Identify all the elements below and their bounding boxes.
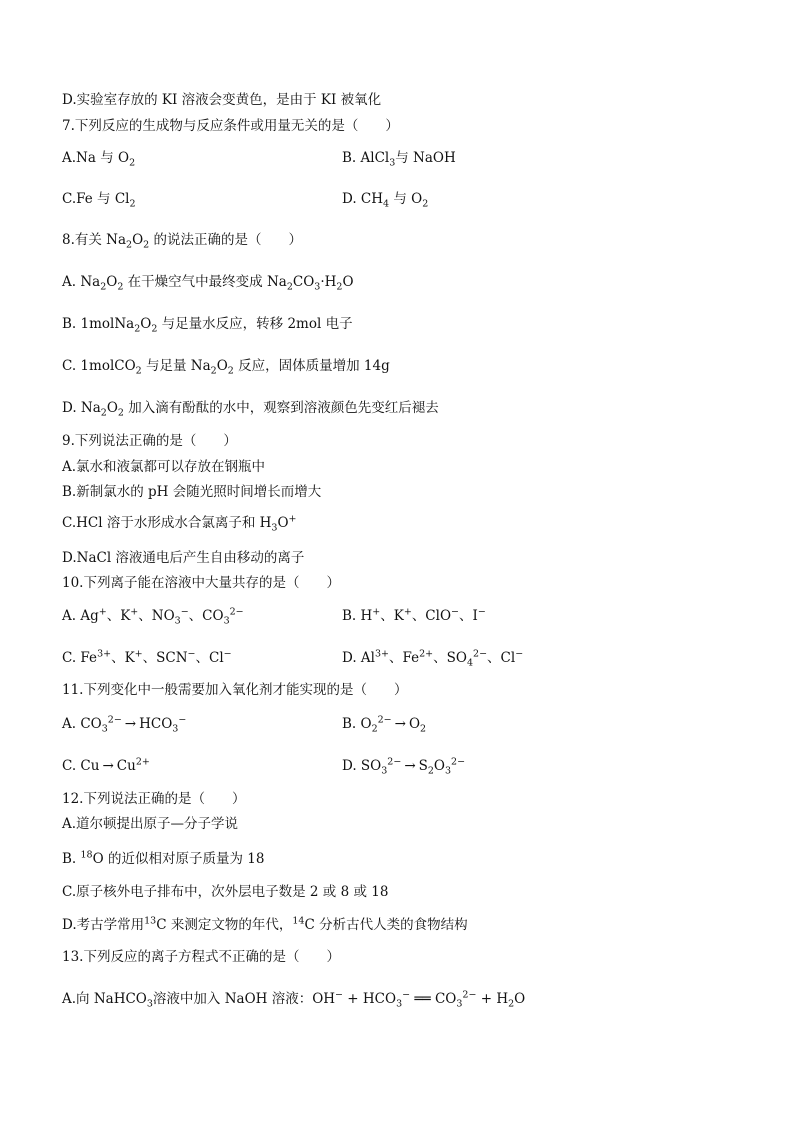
text-run: O xyxy=(433,758,445,774)
subscript: 2 xyxy=(117,281,124,293)
superscript: 2− xyxy=(462,989,477,1001)
text-run: 、Cl xyxy=(487,650,516,666)
text-run: A. CO xyxy=(62,716,102,732)
subscript: 2 xyxy=(117,407,124,419)
text-run: C 来测定文物的年代， xyxy=(156,917,293,933)
q8-option-c xyxy=(62,357,390,375)
superscript: + xyxy=(134,648,143,660)
text-run: D.考古学常用 xyxy=(62,917,145,933)
text-run: C.Fe 与 Cl xyxy=(62,191,130,207)
text-run: S xyxy=(418,758,428,774)
superscript: 14 xyxy=(292,915,305,927)
text-run: 的说法正确的是（ ） xyxy=(149,232,303,248)
superscript: + xyxy=(130,606,139,618)
text-run: D. Na xyxy=(62,400,101,416)
text-run: 、Cl xyxy=(195,650,224,666)
subscript: 3 xyxy=(223,615,230,627)
text-run: ·H xyxy=(320,274,337,290)
text-run: D.实验室存放的 KI 溶液会变黄色，是由于 KI 被氧化 xyxy=(62,92,382,108)
q6-option-d xyxy=(62,91,381,109)
text-run: B.新制氯水的 pH 会随光照时间增长而增大 xyxy=(62,484,322,500)
text-run: 溶液中加入 NaOH 溶液：OH xyxy=(152,991,336,1007)
superscript: + xyxy=(403,606,412,618)
text-run: → xyxy=(124,716,137,732)
q10-option-c xyxy=(62,649,232,667)
text-run: O xyxy=(514,991,526,1007)
subscript: 2 xyxy=(210,365,217,377)
superscript: 18 xyxy=(80,849,93,861)
q12-option-a xyxy=(62,815,238,833)
text-run: 、K xyxy=(106,608,131,624)
superscript: 2− xyxy=(377,714,392,726)
q7-option-c xyxy=(62,190,136,208)
text-run: C. Cu xyxy=(62,758,100,774)
subscript: 2 xyxy=(371,723,378,735)
text-run: → xyxy=(404,758,416,774)
q12-stem xyxy=(62,790,245,808)
text-run: 7.下列反应的生成物与反应条件或用量无关的是（ ） xyxy=(62,118,399,134)
text-run: 加入滴有酚酞的水中，观察到溶液颜色先变红后褪去 xyxy=(123,400,439,416)
q11-option-a xyxy=(62,715,186,733)
text-run: C. Fe xyxy=(62,650,98,666)
text-run: ══ xyxy=(410,991,435,1007)
text-run: 与 O xyxy=(389,191,423,207)
text-run: O 的近似相对原子质量为 18 xyxy=(92,851,265,867)
text-run: D.NaCl 溶液通电后产生自由移动的离子 xyxy=(62,550,305,566)
subscript: 2 xyxy=(286,281,293,293)
q11-stem xyxy=(62,681,407,699)
text-run: → xyxy=(394,716,406,732)
q9-option-c xyxy=(62,514,297,532)
q11-option-b xyxy=(342,715,426,733)
text-run: D. SO xyxy=(342,758,382,774)
superscript: − xyxy=(515,648,524,660)
q13-stem xyxy=(62,948,340,966)
superscript: − xyxy=(223,648,232,660)
subscript: 2 xyxy=(420,723,427,735)
subscript: 2 xyxy=(143,239,150,251)
q8-option-a xyxy=(62,273,354,291)
text-run: Cu xyxy=(116,758,136,774)
superscript: − xyxy=(178,714,187,726)
q12-option-d xyxy=(62,916,468,934)
text-run: B. O xyxy=(342,716,372,732)
subscript: 2 xyxy=(151,323,158,335)
text-run: A.向 NaHCO xyxy=(62,991,147,1007)
q9-option-d xyxy=(62,549,304,567)
q9-stem xyxy=(62,432,237,450)
text-run: + H xyxy=(476,991,509,1007)
superscript: + xyxy=(372,606,381,618)
text-run: 与足量 Na xyxy=(141,358,211,374)
text-run: 、K xyxy=(111,650,135,666)
superscript: − xyxy=(451,606,459,618)
text-run: O xyxy=(132,232,144,248)
text-run: O xyxy=(342,274,354,290)
text-run: C. 1molCO xyxy=(62,358,136,374)
text-run: 10.下列离子能在溶液中大量共存的是（ ） xyxy=(62,575,340,591)
text-run: O xyxy=(408,716,421,732)
text-run: 、Fe xyxy=(389,650,420,666)
subscript: 2 xyxy=(427,765,434,777)
subscript: 2 xyxy=(508,998,515,1010)
subscript: 2 xyxy=(100,281,107,293)
text-run: O xyxy=(277,515,289,531)
subscript: 4 xyxy=(466,657,474,669)
text-run: D. CH xyxy=(342,191,384,207)
text-run: O xyxy=(106,274,118,290)
q8-option-d xyxy=(62,399,439,417)
text-run: 13.下列反应的离子方程式不正确的是（ ） xyxy=(62,949,340,965)
subscript: 3 xyxy=(174,615,181,627)
text-run: 9.下列说法正确的是（ ） xyxy=(62,433,237,449)
subscript: 2 xyxy=(126,239,133,251)
text-run: B. H xyxy=(342,608,373,624)
text-run: 、ClO xyxy=(411,608,452,624)
text-run: B. xyxy=(62,851,81,867)
subscript: 4 xyxy=(383,198,390,210)
subscript: 3 xyxy=(445,765,452,777)
text-run: 、I xyxy=(459,608,478,624)
superscript: + xyxy=(288,513,297,525)
subscript: 3 xyxy=(456,998,463,1010)
superscript: 2− xyxy=(473,648,488,660)
text-run: 、K xyxy=(380,608,404,624)
q7-option-b xyxy=(342,149,456,167)
q12-option-c xyxy=(62,883,388,901)
text-run: A.Na 与 O xyxy=(62,150,130,166)
superscript: 2− xyxy=(451,756,466,768)
text-run: CO xyxy=(292,274,315,290)
superscript: 3+ xyxy=(97,648,112,660)
superscript: 2− xyxy=(387,756,402,768)
text-run: 与足量水反应，转移 2mol 电子 xyxy=(157,316,353,332)
subscript: 2 xyxy=(134,323,141,335)
superscript: 2+ xyxy=(135,756,150,768)
text-run: A. Na xyxy=(62,274,101,290)
text-run: 、CO xyxy=(188,608,224,624)
q10-stem xyxy=(62,574,340,592)
superscript: 2+ xyxy=(419,648,434,660)
text-run: C.HCl 溶于水形成水合氯离子和 H xyxy=(62,515,272,531)
superscript: + xyxy=(98,606,107,618)
subscript: 2 xyxy=(129,157,136,169)
subscript: 3 xyxy=(314,281,321,293)
subscript: 2 xyxy=(129,198,136,210)
text-run: 反应，固体质量增加 14g xyxy=(233,358,390,374)
text-run: 与 NaOH xyxy=(395,150,456,166)
q11-option-d xyxy=(342,757,465,775)
text-run: → xyxy=(102,758,114,774)
text-run: O xyxy=(140,316,152,332)
text-run: O xyxy=(216,358,228,374)
text-run: A.氯水和液氯都可以存放在钢瓶中 xyxy=(62,459,266,475)
text-run: B. AlCl xyxy=(342,150,390,166)
subscript: 2 xyxy=(227,365,234,377)
q9-option-a xyxy=(62,458,265,476)
text-run: C 分析古代人类的食物结构 xyxy=(304,917,468,933)
superscript: − xyxy=(187,648,196,660)
text-run: CO xyxy=(434,991,457,1007)
subscript: 2 xyxy=(336,281,343,293)
text-run: D. Al xyxy=(342,650,375,666)
subscript: 3 xyxy=(389,157,396,169)
subscript: 3 xyxy=(271,522,278,534)
superscript: 13 xyxy=(144,915,157,927)
q8-stem xyxy=(62,231,302,249)
text-run: HCO xyxy=(139,716,173,732)
q13-option-a xyxy=(62,990,525,1008)
subscript: 3 xyxy=(381,765,388,777)
text-run: C.原子核外电子排布中，次外层电子数是 2 或 8 或 18 xyxy=(62,884,389,900)
text-run: 、SO xyxy=(433,650,467,666)
q7-option-d xyxy=(342,190,428,208)
text-run: 、SCN xyxy=(142,650,188,666)
subscript: 3 xyxy=(172,723,179,735)
q7-stem xyxy=(62,117,399,135)
superscript: − xyxy=(180,606,189,618)
subscript: 3 xyxy=(146,998,153,1010)
superscript: − xyxy=(402,989,411,1001)
superscript: 2− xyxy=(229,606,244,618)
superscript: − xyxy=(477,606,486,618)
subscript: 2 xyxy=(422,198,429,210)
text-run: 12.下列说法正确的是（ ） xyxy=(62,791,246,807)
q11-option-c xyxy=(62,757,150,775)
subscript: 3 xyxy=(101,723,108,735)
q10-option-a xyxy=(62,607,244,625)
q9-option-b xyxy=(62,483,321,501)
subscript: 3 xyxy=(396,998,403,1010)
text-run: 、NO xyxy=(138,608,175,624)
q10-option-d xyxy=(342,649,523,667)
text-run: 在干燥空气中最终变成 Na xyxy=(123,274,287,290)
q8-option-b xyxy=(62,315,353,333)
superscript: 3+ xyxy=(375,648,390,660)
text-run: B. 1molNa xyxy=(62,316,135,332)
text-run: + HCO xyxy=(343,991,397,1007)
q7-option-a xyxy=(62,149,135,167)
subscript: 2 xyxy=(100,407,107,419)
text-run: O xyxy=(106,400,118,416)
text-run: A.道尔顿提出原子—分子学说 xyxy=(62,816,239,832)
superscript: 2− xyxy=(107,714,122,726)
q12-option-b xyxy=(62,850,264,868)
superscript: − xyxy=(335,989,344,1001)
subscript: 2 xyxy=(135,365,142,377)
q10-option-b xyxy=(342,607,486,625)
text-run: A. Ag xyxy=(62,608,99,624)
text-run: 8.有关 Na xyxy=(62,232,127,248)
text-run: 11.下列变化中一般需要加入氧化剂才能实现的是（ ） xyxy=(62,682,408,698)
